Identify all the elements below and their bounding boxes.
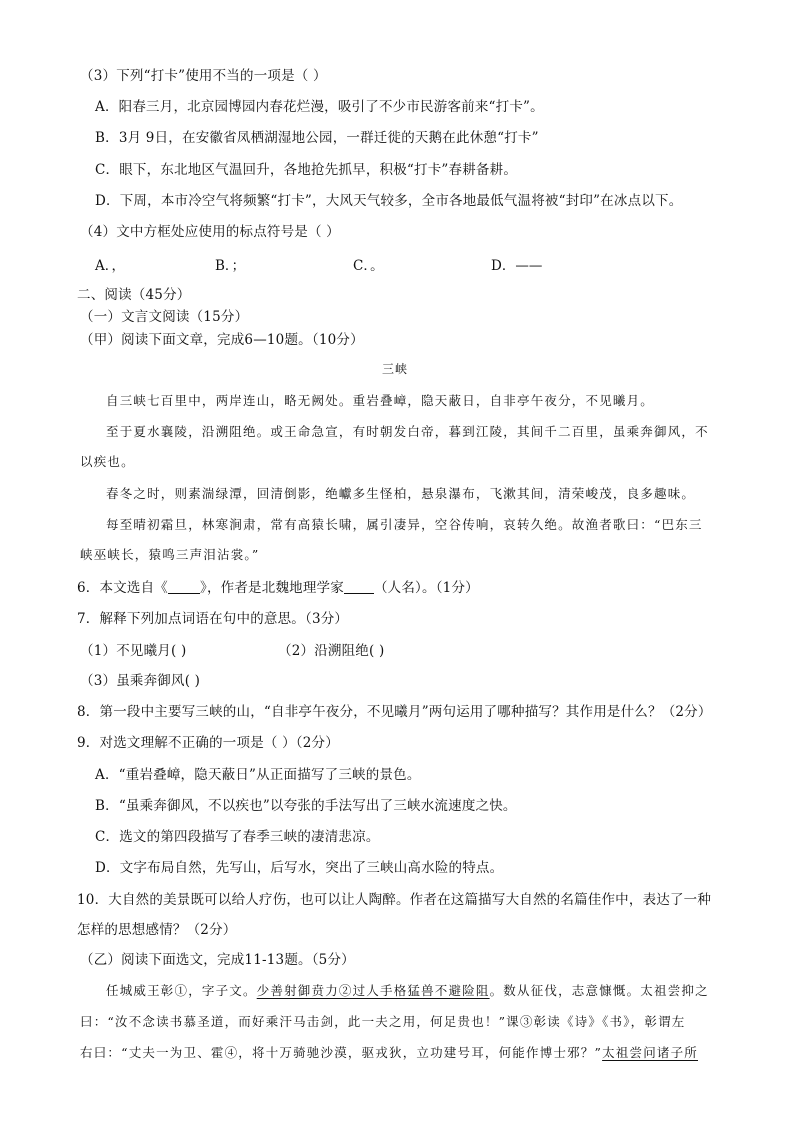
q4-options bbox=[95, 254, 555, 274]
q9-option-c: C．选文的第四段描写了春季三峡的凄清悲凉。 bbox=[95, 829, 380, 845]
q3-option-d: D．下周，本市冷空气将频繁“打卡”，大风天气较多，全市各地最低气温将被“封印”在冰点以下。 bbox=[95, 193, 683, 209]
yi-underlined-sentence: 太祖尝问诸子所 bbox=[602, 1045, 698, 1060]
q6-pre: 6．本文选自《 bbox=[77, 580, 168, 596]
q7-item-2: （2）沿溯阻绝( ) bbox=[278, 643, 385, 659]
q3-option-b: B．3月 9日，在安徽省凤栖湖湿地公园，一群迁徙的天鹅在此休憩“打卡” bbox=[95, 130, 539, 146]
part-jia-instruction: （甲）阅读下面文章，完成6—10题。（10分） bbox=[80, 332, 364, 348]
yi-text: 任城威王彰①，字子文。 bbox=[106, 983, 257, 998]
q4-option-c: C．。 bbox=[353, 258, 384, 274]
yi-text: 。数从征伐，志意慷慨。太祖尝抑之 bbox=[489, 983, 709, 998]
q10-line-2: 怎样的思想感情？（2分） bbox=[77, 922, 237, 938]
passage-paragraph-3: 春冬之时，则素湍绿潭，回清倒影，绝巘多生怪柏，悬泉瀑布，飞漱其间，清荣峻茂，良多趣味。 bbox=[106, 486, 696, 501]
q4-option-d: D．—— bbox=[491, 258, 543, 274]
yi-line-2: 曰：“汝不念读书慕圣道，而好乘汗马击剑，此一夫之用，何足贵也！”课③彰读《诗》《书》，彰谓左 bbox=[80, 1014, 686, 1029]
q9-option-d: D．文字布局自然，先写山，后写水，突出了三峡山高水险的特点。 bbox=[95, 860, 504, 876]
q7-item-1: （1）不见曦月( ) bbox=[80, 643, 187, 659]
q4-option-b: B．； bbox=[215, 258, 246, 274]
q9-stem: 9．对选文理解不正确的一项是（ ）（2分） bbox=[77, 735, 339, 751]
question-8: 8．第一段中主要写三峡的山，“自非亭午夜分，不见曦月”两句运用了哪种描写？其作用是什么？（2分） bbox=[77, 704, 712, 720]
q10-line-1: 10．大自然的美景既可以给人疗伤，也可以让人陶醉。作者在这篇描写大自然的名篇佳作中，表达了一种 bbox=[77, 892, 712, 908]
yi-underlined-sentence: 少善射御贲力②过人手格猛兽不避险阻 bbox=[256, 983, 490, 998]
q4-option-a: A．， bbox=[95, 258, 125, 274]
yi-line-3 bbox=[80, 1043, 698, 1063]
q7-item-3: （3）虽乘奔御风( ) bbox=[80, 673, 201, 689]
question-6 bbox=[77, 578, 479, 598]
section-heading: 二、阅读（45分） bbox=[77, 287, 191, 303]
q3-option-a: A．阳春三月，北京园博园内春花烂漫，吸引了不少市民游客前来“打卡”。 bbox=[95, 99, 544, 115]
q6-blank-book[interactable] bbox=[168, 579, 200, 594]
q7-stem: 7．解释下列加点词语在句中的意思。（3分） bbox=[77, 611, 349, 627]
passage-title: 三峡 bbox=[382, 362, 409, 376]
q9-option-a: A．“重岩叠嶂，隐天蔽日”从正面描写了三峡的景色。 bbox=[95, 767, 421, 783]
yi-line-1 bbox=[106, 981, 709, 1001]
q9-option-b: B．“虽乘奔御风，不以疾也”以夸张的手法写出了三峡水流速度之快。 bbox=[95, 798, 517, 814]
q3-stem: （3）下列“打卡”使用不当的一项是（ ） bbox=[80, 68, 327, 84]
yi-text: 右曰：“丈夫一为卫、霍④，将十万骑驰沙漠，驱戎狄，立功建号耳，何能作博士邪？” bbox=[80, 1045, 603, 1060]
passage-paragraph-2: 至于夏水襄陵，沿溯阻绝。或王命急宣，有时朝发白帝，暮到江陵，其间千二百里，虽乘奔御风，不 bbox=[106, 424, 709, 439]
passage-paragraph-4-cont: 峡巫峡长，猿鸣三声泪沾裳。” bbox=[80, 547, 260, 562]
q6-blank-author[interactable] bbox=[344, 579, 374, 594]
passage-paragraph-1: 自三峡七百里中，两岸连山，略无阙处。重岩叠嶂，隐天蔽日，自非亭午夜分，不见曦月。 bbox=[106, 393, 655, 408]
part-yi-instruction: （乙）阅读下面选文，完成11-13题。（5分） bbox=[80, 952, 355, 968]
q6-post: （人名）。（1分） bbox=[373, 580, 479, 596]
passage-paragraph-2-cont: 以疾也。 bbox=[80, 454, 135, 469]
q6-mid: 》，作者是北魏地理学家 bbox=[200, 580, 344, 596]
q4-stem: （4）文中方框处应使用的标点符号是（ ） bbox=[80, 224, 340, 240]
passage-paragraph-4: 每至晴初霜旦，林寒涧肃，常有高猿长啸，属引凄异，空谷传响，哀转久绝。故渔者歌曰：“巴东三 bbox=[106, 517, 703, 532]
q3-option-c: C．眼下，东北地区气温回升，各地抢先抓早，积极“打卡”春耕备耕。 bbox=[95, 162, 518, 178]
subsection-heading: （一）文言文阅读（15分） bbox=[80, 309, 249, 325]
